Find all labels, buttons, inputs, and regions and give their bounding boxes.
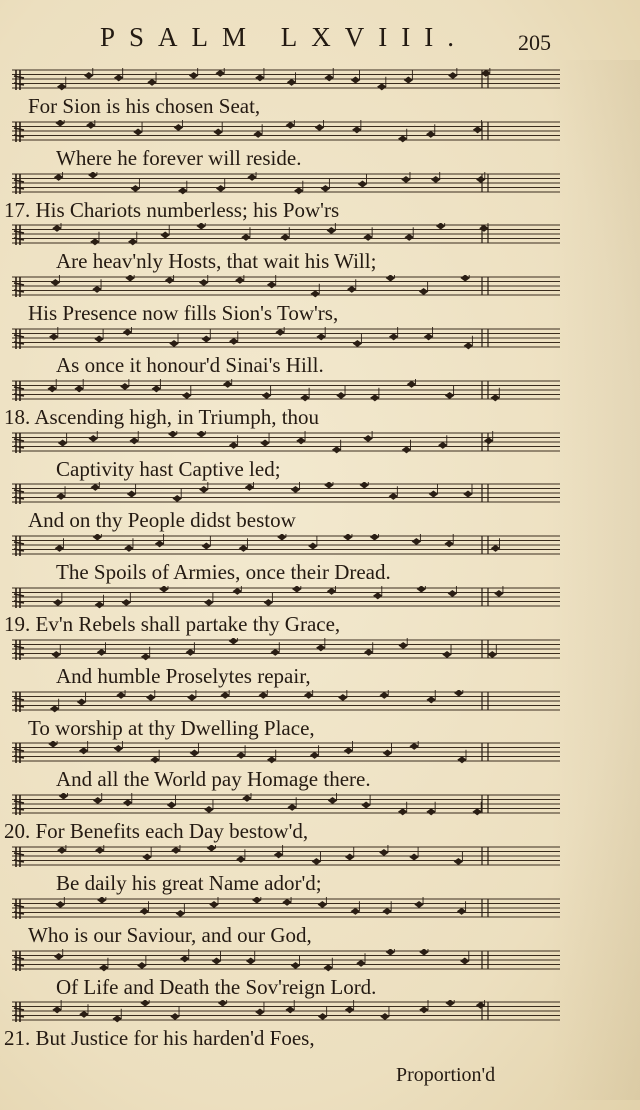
- note-icon: [410, 741, 418, 749]
- note-icon: [253, 897, 261, 903]
- note-icon: [446, 385, 454, 398]
- note-icon: [325, 482, 333, 488]
- note-icon: [247, 951, 255, 964]
- lyric-line: 20. For Benefits each Day bestow'd,: [4, 819, 309, 844]
- note-icon: [293, 586, 301, 592]
- music-stave: [12, 534, 560, 558]
- note-icon: [259, 690, 267, 698]
- lyric-line: And all the World pay Homage there.: [56, 767, 371, 792]
- music-stave: [12, 638, 560, 662]
- note-icon: [138, 955, 146, 968]
- clef-icon: [14, 381, 24, 401]
- note-icon: [233, 586, 241, 594]
- lyric-line: 19. Ev'n Rebels shall partake thy Grace,: [4, 612, 341, 636]
- show-through-shading: [550, 60, 640, 1100]
- note-icon: [78, 692, 86, 705]
- note-icon: [170, 334, 178, 347]
- note-icon: [54, 593, 62, 606]
- clef-icon: [14, 225, 24, 245]
- lyric-line: To worship at thy Dwelling Place,: [28, 715, 315, 740]
- note-icon: [216, 68, 224, 76]
- note-icon: [386, 275, 394, 281]
- note-icon: [229, 638, 237, 644]
- music-stave: [12, 482, 560, 506]
- note-icon: [207, 845, 215, 851]
- note-icon: [141, 1000, 149, 1006]
- clef-icon: [14, 1002, 24, 1022]
- lyric-line: 17. His Chariots numberless; his Pow'rs: [4, 197, 340, 222]
- music-stave: [12, 223, 560, 247]
- note-icon: [98, 897, 106, 903]
- note-icon: [358, 174, 366, 187]
- note-icon: [124, 327, 132, 335]
- note-icon: [219, 1000, 227, 1006]
- lyric-line: Be daily his great Name ador'd;: [56, 871, 322, 895]
- note-icon: [360, 482, 368, 488]
- clef-icon: [14, 174, 24, 194]
- note-icon: [283, 897, 291, 905]
- note-icon: [309, 536, 317, 549]
- lyric-line: 21. But Justice for his harden'd Foes,: [4, 1026, 315, 1051]
- note-icon: [443, 644, 451, 657]
- clef-icon: [14, 484, 24, 504]
- note-icon: [52, 644, 60, 657]
- note-icon: [292, 955, 300, 968]
- note-icon: [352, 70, 360, 83]
- lyric-line: Captivity hast Captive led;: [56, 456, 281, 481]
- music-stave: [12, 690, 560, 714]
- note-icon: [461, 951, 469, 964]
- clef-icon: [14, 795, 24, 815]
- note-icon: [161, 225, 169, 238]
- clef-icon: [14, 329, 24, 349]
- note-icon: [173, 489, 181, 502]
- note-icon: [87, 120, 95, 128]
- running-title: PSALM LXVIII.: [100, 22, 468, 52]
- clef-icon: [14, 277, 24, 297]
- lyric-line: And humble Proselytes repair,: [56, 663, 311, 688]
- music-stave: [12, 431, 560, 455]
- lyric-line: As once it honour'd Sinai's Hill.: [56, 353, 324, 377]
- clef-icon: [14, 122, 24, 142]
- note-icon: [243, 793, 251, 801]
- music-stave: [12, 172, 560, 196]
- note-icon: [381, 1007, 389, 1020]
- note-icon: [328, 586, 336, 594]
- lyric-line: For Sion is his chosen Seat,: [28, 94, 261, 118]
- note-icon: [197, 223, 205, 229]
- note-icon: [128, 484, 136, 497]
- note-icon: [91, 482, 99, 490]
- note-icon: [446, 1000, 454, 1006]
- note-icon: [404, 70, 412, 83]
- note-icon: [160, 586, 168, 592]
- note-icon: [420, 282, 428, 295]
- note-icon: [190, 743, 198, 756]
- music-stave: [12, 120, 560, 144]
- lyric-line: The Spoils of Armies, once their Dread.: [56, 560, 391, 585]
- note-icon: [248, 172, 256, 180]
- note-icon: [408, 379, 416, 387]
- clef-icon: [14, 899, 24, 919]
- note-icon: [56, 120, 64, 126]
- note-icon: [143, 847, 151, 860]
- music-stave: [12, 949, 560, 973]
- note-icon: [168, 795, 176, 808]
- clef-icon: [14, 70, 24, 90]
- music-stave: [12, 845, 560, 869]
- note-icon: [286, 120, 294, 128]
- note-icon: [429, 484, 437, 497]
- note-icon: [437, 223, 445, 229]
- clef-icon: [14, 692, 24, 712]
- note-icon: [264, 593, 272, 606]
- note-icon: [410, 847, 418, 860]
- note-icon: [183, 385, 191, 398]
- note-icon: [217, 178, 225, 191]
- note-icon: [236, 275, 244, 283]
- note-icon: [319, 1007, 327, 1020]
- note-icon: [169, 431, 177, 437]
- note-icon: [117, 690, 125, 698]
- note-icon: [49, 741, 57, 747]
- music-stave: [12, 897, 560, 921]
- note-icon: [346, 847, 354, 860]
- lyric-line: 18. Ascending high, in Triumph, thou: [4, 404, 320, 429]
- music-stave: [12, 1000, 560, 1024]
- music-stave: [12, 793, 560, 817]
- music-stave: [12, 586, 560, 610]
- note-icon: [55, 172, 63, 180]
- clef-icon: [14, 951, 24, 971]
- note-icon: [482, 68, 490, 76]
- note-icon: [276, 327, 284, 335]
- note-icon: [126, 275, 134, 281]
- note-icon: [246, 482, 254, 490]
- note-icon: [224, 379, 232, 387]
- note-icon: [371, 534, 379, 540]
- page-number: 205: [518, 30, 551, 55]
- note-icon: [53, 223, 61, 231]
- lyric-line: Are heav'nly Hosts, that wait his Will;: [56, 249, 377, 274]
- note-icon: [305, 690, 313, 698]
- note-icon: [197, 431, 205, 437]
- note-icon: [134, 122, 142, 135]
- lyric-line: Where he forever will reside.: [56, 145, 302, 170]
- note-icon: [58, 845, 66, 853]
- note-icon: [380, 690, 388, 698]
- note-icon: [461, 275, 469, 281]
- note-icon: [488, 644, 496, 657]
- note-icon: [214, 122, 222, 135]
- note-icon: [93, 534, 101, 540]
- note-icon: [480, 223, 488, 231]
- note-icon: [420, 949, 428, 955]
- music-stave: [12, 379, 560, 403]
- music-stave: [12, 741, 560, 765]
- note-icon: [221, 690, 229, 698]
- note-icon: [455, 690, 463, 696]
- note-icon: [477, 1000, 485, 1008]
- note-icon: [353, 334, 361, 347]
- note-icon: [96, 845, 104, 853]
- note-icon: [386, 949, 394, 955]
- note-icon: [321, 178, 329, 191]
- note-icon: [464, 484, 472, 497]
- clef-icon: [14, 536, 24, 556]
- note-icon: [263, 385, 271, 398]
- music-stave: [12, 327, 560, 351]
- note-icon: [383, 743, 391, 756]
- note-icon: [256, 1002, 264, 1015]
- note-icon: [312, 852, 320, 865]
- note-icon: [213, 951, 221, 964]
- clef-icon: [14, 433, 24, 453]
- note-icon: [59, 433, 67, 446]
- note-icon: [205, 593, 213, 606]
- note-icon: [95, 329, 103, 342]
- clef-icon: [14, 847, 24, 867]
- page-header: [0, 18, 640, 58]
- note-icon: [122, 593, 130, 606]
- note-icon: [205, 800, 213, 813]
- lyric-line: Who is our Saviour, and our God,: [28, 922, 312, 947]
- note-icon: [261, 433, 269, 446]
- note-icon: [202, 329, 210, 342]
- note-icon: [172, 845, 180, 853]
- clef-icon: [14, 640, 24, 660]
- lyric-line: Of Life and Death the Sov'reign Lord.: [56, 974, 377, 999]
- note-icon: [344, 534, 352, 540]
- note-icon: [337, 385, 345, 398]
- note-icon: [417, 586, 425, 592]
- note-icon: [59, 793, 67, 799]
- lyric-line: His Presence now fills Sion's Tow'rs,: [28, 301, 339, 326]
- note-icon: [176, 903, 184, 916]
- note-icon: [362, 795, 370, 808]
- note-icon: [166, 275, 174, 283]
- note-icon: [202, 536, 210, 549]
- note-icon: [89, 172, 97, 178]
- music-stave: [12, 68, 560, 92]
- catchword: Proportion'd: [396, 1064, 496, 1086]
- clef-icon: [14, 743, 24, 763]
- note-icon: [171, 1007, 179, 1020]
- music-stave: [12, 275, 560, 299]
- note-icon: [278, 534, 286, 540]
- clef-icon: [14, 588, 24, 608]
- note-icon: [454, 852, 462, 865]
- note-icon: [131, 178, 139, 191]
- lyric-line: And on thy People didst bestow: [28, 508, 296, 533]
